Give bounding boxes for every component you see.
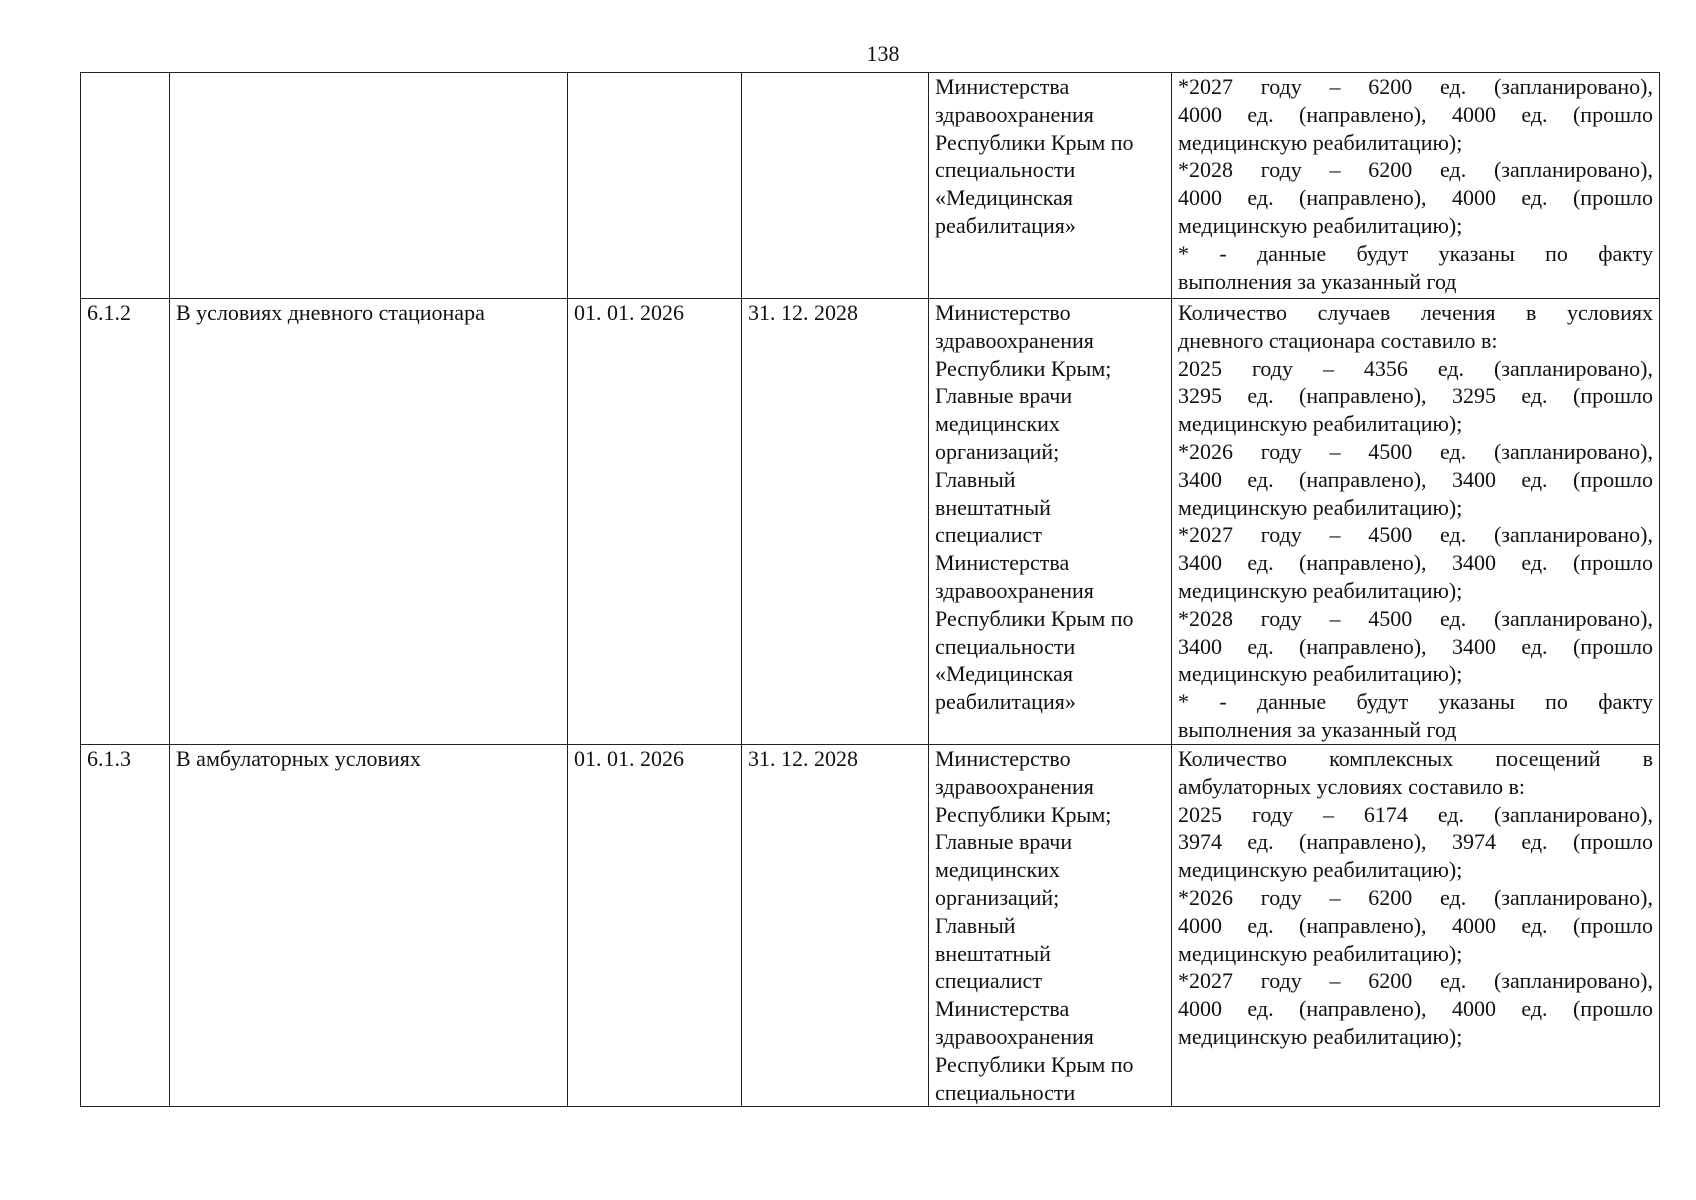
- result-line: медицинскую реабилитацию);: [1178, 494, 1463, 520]
- page-number: 138: [866, 41, 900, 66]
- row-number-cell: 6.1.3: [81, 745, 170, 1107]
- result-line: медицинскую реабилитацию);: [1178, 577, 1463, 603]
- responsible-line: реабилитация»: [935, 689, 1076, 715]
- responsible-line: специальности: [935, 633, 1076, 659]
- responsible-cell: [929, 299, 1172, 745]
- start-date-cell: 01. 01. 2026: [568, 745, 742, 1107]
- result-line: Количество случаев лечения в условиях: [1178, 300, 1653, 325]
- responsible-line: специалист: [935, 968, 1042, 994]
- responsible-line: здравоохранения: [935, 1023, 1094, 1049]
- result-line: выполнения за указанный год: [1178, 716, 1457, 742]
- responsible-line: медицинских: [935, 411, 1060, 437]
- result-line: медицинскую реабилитацию);: [1178, 857, 1463, 883]
- end-date-cell: 31. 12. 2028: [742, 299, 929, 745]
- responsible-line: организаций;: [935, 884, 1060, 910]
- start-date-cell: 01. 01. 2026: [568, 299, 742, 745]
- responsible-line: специальности: [935, 1079, 1076, 1105]
- result-line: *2028 году – 6200 ед. (запланировано),: [1178, 157, 1653, 183]
- responsible-line: Главный: [935, 912, 1016, 938]
- responsible-line: организаций;: [935, 438, 1060, 464]
- end-date-cell: [742, 73, 929, 299]
- result-line: *2027 году – 6200 ед. (запланировано),: [1178, 968, 1653, 994]
- result-line: 4000 ед. (направлено), 4000 ед. (прошло: [1178, 996, 1653, 1022]
- result-line: медицинскую реабилитацию);: [1178, 940, 1463, 966]
- responsible-line: внештатный: [935, 494, 1051, 520]
- result-line: 4000 ед. (направлено), 4000 ед. (прошло: [1178, 185, 1653, 211]
- responsible-line: здравоохранения: [935, 577, 1094, 603]
- row-name-cell: В амбулаторных условиях: [170, 745, 568, 1107]
- row-name-cell: В условиях дневного стационара: [170, 299, 568, 745]
- responsible-line: здравоохранения: [935, 101, 1094, 127]
- responsible-line: Республики Крым по: [935, 605, 1134, 631]
- responsible-line: Республики Крым по: [935, 1051, 1134, 1077]
- result-line: медицинскую реабилитацию);: [1178, 661, 1463, 687]
- result-line: Количество комплексных посещений в: [1178, 746, 1653, 771]
- table-row: [81, 745, 1660, 1107]
- result-cell: [1172, 745, 1660, 1107]
- responsible-line: внештатный: [935, 940, 1051, 966]
- responsible-line: Министерства: [935, 550, 1070, 576]
- result-line: *2027 году – 6200 ед. (запланировано),: [1178, 74, 1653, 99]
- table-row: [81, 73, 1660, 299]
- responsible-line: Главный: [935, 466, 1016, 492]
- end-date-cell: 31. 12. 2028: [742, 745, 929, 1107]
- table-row: [81, 299, 1660, 745]
- responsible-line: «Медицинская: [935, 661, 1074, 687]
- plan-table: [80, 72, 1660, 1107]
- result-line: медицинскую реабилитацию);: [1178, 1023, 1463, 1049]
- row-number-cell: 6.1.2: [81, 299, 170, 745]
- result-line: 2025 году – 4356 ед. (запланировано),: [1178, 355, 1653, 381]
- responsible-line: специалист: [935, 522, 1042, 548]
- result-line: 3400 ед. (направлено), 3400 ед. (прошло: [1178, 633, 1653, 659]
- result-line: * - данные будут указаны по факту: [1178, 689, 1653, 715]
- responsible-cell: [929, 73, 1172, 299]
- responsible-line: специальности: [935, 157, 1076, 183]
- result-line: * - данные будут указаны по факту: [1178, 240, 1653, 266]
- result-line: 3400 ед. (направлено), 3400 ед. (прошло: [1178, 550, 1653, 576]
- result-line: 4000 ед. (направлено), 4000 ед. (прошло: [1178, 912, 1653, 938]
- responsible-line: Республики Крым;: [935, 801, 1112, 827]
- responsible-line: «Медицинская: [935, 185, 1074, 211]
- result-line: медицинскую реабилитацию);: [1178, 411, 1463, 437]
- responsible-line: Главные врачи: [935, 829, 1073, 855]
- row-number-cell: [81, 73, 170, 299]
- responsible-line: Министерства: [935, 996, 1070, 1022]
- result-cell: [1172, 299, 1660, 745]
- responsible-line: медицинских: [935, 857, 1060, 883]
- responsible-line: Республики Крым по: [935, 129, 1134, 155]
- result-line: амбулаторных условиях составило в:: [1178, 773, 1526, 799]
- result-line: *2028 году – 4500 ед. (запланировано),: [1178, 605, 1653, 631]
- result-line: дневного стационара составило в:: [1178, 327, 1498, 353]
- responsible-line: здравоохранения: [935, 327, 1094, 353]
- responsible-line: Республики Крым;: [935, 355, 1112, 381]
- result-line: 4000 ед. (направлено), 4000 ед. (прошло: [1178, 101, 1653, 127]
- result-line: 2025 году – 6174 ед. (запланировано),: [1178, 801, 1653, 827]
- result-line: *2026 году – 4500 ед. (запланировано),: [1178, 438, 1653, 464]
- result-cell: [1172, 73, 1660, 299]
- responsible-line: Министерство: [935, 746, 1071, 771]
- responsible-line: Министерства: [935, 74, 1070, 99]
- result-line: выполнения за указанный год: [1178, 268, 1457, 294]
- result-line: медицинскую реабилитацию);: [1178, 212, 1463, 238]
- responsible-line: Главные врачи: [935, 383, 1073, 409]
- responsible-line: здравоохранения: [935, 773, 1094, 799]
- result-line: 3295 ед. (направлено), 3295 ед. (прошло: [1178, 383, 1653, 409]
- result-line: медицинскую реабилитацию);: [1178, 129, 1463, 155]
- start-date-cell: [568, 73, 742, 299]
- result-line: 3974 ед. (направлено), 3974 ед. (прошло: [1178, 829, 1653, 855]
- row-name-cell: [170, 73, 568, 299]
- result-line: *2026 году – 6200 ед. (запланировано),: [1178, 884, 1653, 910]
- responsible-line: реабилитация»: [935, 212, 1076, 238]
- result-line: *2027 году – 4500 ед. (запланировано),: [1178, 522, 1653, 548]
- responsible-line: Министерство: [935, 300, 1071, 325]
- responsible-cell: [929, 745, 1172, 1107]
- result-line: 3400 ед. (направлено), 3400 ед. (прошло: [1178, 466, 1653, 492]
